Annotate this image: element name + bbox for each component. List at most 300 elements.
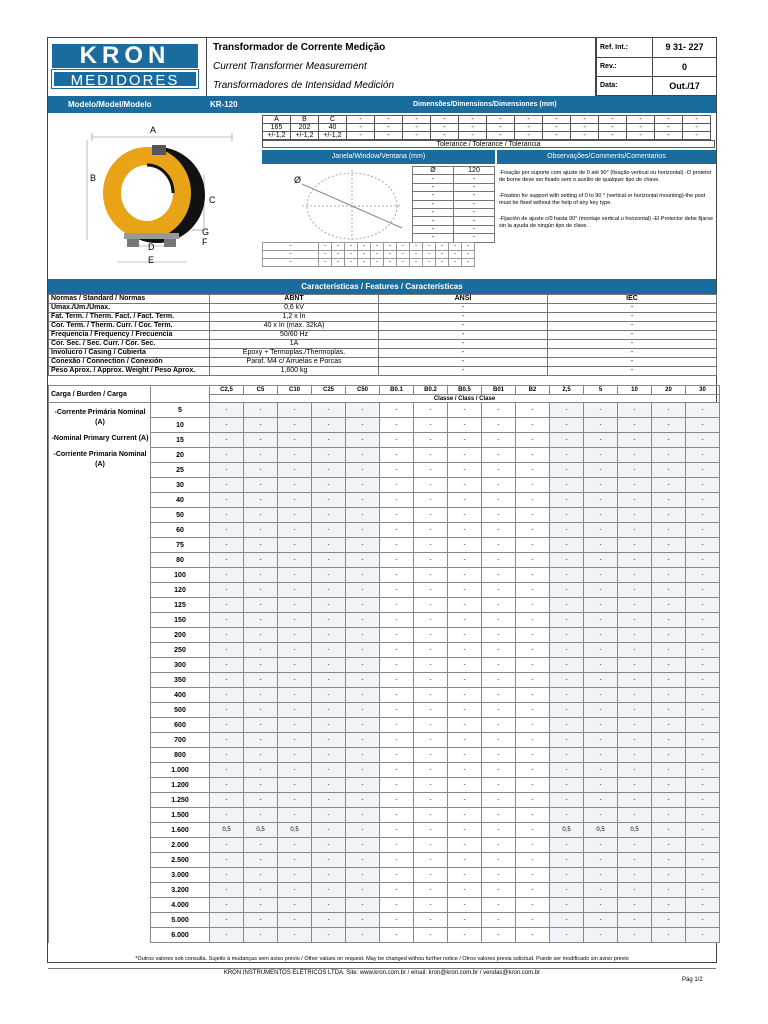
burden-cell: -	[380, 718, 414, 733]
burden-cell: -	[346, 823, 380, 838]
primary-es: -Corriente Primaria Nominal (A)	[53, 451, 147, 468]
feature-value: 1A	[210, 340, 379, 349]
window-table	[412, 166, 495, 243]
dim-headers-cell: -	[599, 116, 627, 124]
obs-es: -Fijación de ajuste c/0 hasta 90° (montaje vertical u horizontal) -El Protector debe fijarse sin la ayuda de ningún tipo de clave.	[499, 216, 714, 229]
feature-value: -	[548, 331, 717, 340]
burden-cell: -	[482, 748, 516, 763]
burden-cell: -	[380, 643, 414, 658]
burden-cell: -	[448, 553, 482, 568]
burden-cell: -	[448, 703, 482, 718]
burden-cell: -	[652, 613, 686, 628]
burden-cell: -	[278, 778, 312, 793]
burden-cell: -	[618, 493, 652, 508]
window-cell: -	[413, 225, 454, 233]
burden-cell: -	[414, 553, 448, 568]
burden-cell: 0,5	[278, 823, 312, 838]
burden-cell: -	[278, 688, 312, 703]
label-g: G	[202, 227, 210, 237]
burden-cell: -	[686, 808, 720, 823]
burden-cell: -	[618, 898, 652, 913]
burden-row	[49, 838, 720, 853]
label-e: E	[148, 255, 155, 265]
burden-row	[49, 568, 720, 583]
burden-cell: -	[414, 688, 448, 703]
burden-cell: -	[652, 928, 686, 943]
burden-cell: -	[516, 658, 550, 673]
burden-col-header: 5	[584, 386, 618, 395]
burden-col-header: B0.1	[380, 386, 414, 395]
burden-header-row	[49, 386, 720, 395]
window-extra-cell: -	[384, 259, 397, 267]
burden-cell: -	[414, 493, 448, 508]
burden-cell: -	[414, 733, 448, 748]
burden-cell: -	[618, 403, 652, 418]
burden-cell: -	[346, 538, 380, 553]
burden-cell: -	[210, 838, 244, 853]
feature-value: 1,600 kg	[210, 367, 379, 376]
burden-row	[49, 718, 720, 733]
burden-cell: -	[346, 628, 380, 643]
burden-cell: -	[686, 748, 720, 763]
burden-cell: -	[550, 733, 584, 748]
window-cell: -	[454, 217, 495, 225]
dim-values-cell: -	[347, 124, 375, 132]
burden-cell: -	[312, 538, 346, 553]
burden-cell: -	[584, 913, 618, 928]
burden-cell: -	[686, 898, 720, 913]
burden-cell: 0,5	[244, 823, 278, 838]
burden-cell: -	[448, 523, 482, 538]
burden-cell: -	[584, 553, 618, 568]
burden-cell: -	[448, 658, 482, 673]
burden-cell: -	[448, 583, 482, 598]
logo-top: KRON	[52, 44, 198, 68]
burden-cell: -	[448, 718, 482, 733]
primary-current: 5	[151, 403, 210, 418]
burden-cell: -	[312, 913, 346, 928]
burden-cell: -	[346, 808, 380, 823]
burden-cell: -	[652, 733, 686, 748]
burden-cell: -	[482, 778, 516, 793]
burden-cell: -	[686, 913, 720, 928]
burden-cell: -	[686, 673, 720, 688]
burden-cell: -	[312, 703, 346, 718]
window-extra-cell: -	[263, 259, 319, 267]
burden-cell: -	[244, 748, 278, 763]
burden-col-header: C5	[244, 386, 278, 395]
burden-cell: -	[346, 763, 380, 778]
burden-cell: -	[652, 448, 686, 463]
burden-cell: -	[346, 448, 380, 463]
burden-cell: -	[652, 898, 686, 913]
dim-tol-cell: -	[543, 132, 571, 140]
burden-cell: -	[414, 793, 448, 808]
feature-value: -	[379, 322, 548, 331]
window-extra-cell: -	[358, 259, 371, 267]
window-cell: -	[413, 208, 454, 216]
burden-cell: -	[618, 868, 652, 883]
burden-cell: -	[686, 688, 720, 703]
footer-note: *Outros valores sob consulta. Sujeito à mudanças sem aviso prévio / Other values on request. May be changed withou further notice / Otros valores previa solicitud. Puede ser modificado sin aviso previo	[135, 956, 629, 962]
burden-cell: -	[584, 493, 618, 508]
dim-tol-cell: +/-1,2	[263, 132, 291, 140]
burden-cell: -	[278, 538, 312, 553]
burden-cell: -	[210, 418, 244, 433]
burden-cell: -	[618, 553, 652, 568]
primary-current: 10	[151, 418, 210, 433]
feature-row	[49, 358, 717, 367]
window-row	[413, 234, 495, 242]
burden-cell: -	[516, 688, 550, 703]
burden-cell: -	[414, 883, 448, 898]
feature-value: ABNT	[210, 295, 379, 304]
burden-cell: -	[652, 868, 686, 883]
primary-current: 20	[151, 448, 210, 463]
burden-cell: -	[550, 568, 584, 583]
burden-cell: -	[584, 808, 618, 823]
window-cell: -	[454, 208, 495, 216]
feature-row	[49, 322, 717, 331]
burden-col-header: C50	[346, 386, 380, 395]
burden-cell: -	[278, 583, 312, 598]
burden-cell: -	[210, 718, 244, 733]
burden-cell: -	[278, 643, 312, 658]
burden-cell: -	[380, 793, 414, 808]
burden-cell: -	[380, 613, 414, 628]
burden-row	[49, 898, 720, 913]
burden-cell: -	[516, 463, 550, 478]
burden-cell: -	[686, 763, 720, 778]
window-extra-cell: -	[423, 259, 436, 267]
window-extra-cell: -	[384, 243, 397, 251]
burden-cell: -	[210, 553, 244, 568]
window-phi-label: Ø	[294, 175, 302, 185]
burden-cell: -	[380, 478, 414, 493]
burden-cell: -	[482, 688, 516, 703]
burden-cell: -	[550, 808, 584, 823]
burden-row	[49, 868, 720, 883]
feature-label: Normas / Standard / Normas	[49, 295, 210, 304]
dim-values-cell: -	[599, 124, 627, 132]
burden-cell: -	[414, 628, 448, 643]
burden-cell: -	[652, 718, 686, 733]
burden-cell: -	[618, 598, 652, 613]
burden-cell: -	[482, 553, 516, 568]
burden-cell: -	[652, 808, 686, 823]
burden-cell: -	[652, 643, 686, 658]
burden-cell: -	[618, 928, 652, 943]
feature-label: Conexão / Connection / Conexión	[49, 358, 210, 367]
burden-cell: -	[414, 658, 448, 673]
burden-cell: -	[482, 643, 516, 658]
window-extra-cell: -	[345, 243, 358, 251]
window-extra-cell: -	[371, 251, 384, 259]
burden-cell: -	[346, 598, 380, 613]
burden-cell: -	[550, 643, 584, 658]
burden-cell: -	[312, 628, 346, 643]
burden-cell: -	[584, 508, 618, 523]
burden-cell: -	[414, 478, 448, 493]
feature-label: Fat. Term. / Therm. Fact. / Fact. Term.	[49, 313, 210, 322]
burden-cell: -	[482, 583, 516, 598]
burden-left-blank	[49, 628, 151, 643]
feature-value: -	[379, 358, 548, 367]
primary-current: 250	[151, 643, 210, 658]
window-cell: -	[454, 192, 495, 200]
burden-cell: -	[652, 673, 686, 688]
burden-cell: -	[618, 733, 652, 748]
burden-cell: -	[448, 763, 482, 778]
feature-value: -	[379, 340, 548, 349]
burden-cell: -	[550, 688, 584, 703]
burden-cell: -	[448, 643, 482, 658]
burden-cell: 0,5	[584, 823, 618, 838]
burden-cell: -	[584, 703, 618, 718]
primary-current: 1.250	[151, 793, 210, 808]
dim-headers-cell: -	[515, 116, 543, 124]
feature-value: -	[548, 367, 717, 376]
burden-cell: -	[210, 898, 244, 913]
burden-cell: -	[584, 688, 618, 703]
burden-cell: -	[312, 868, 346, 883]
burden-row	[49, 538, 720, 553]
ref-block	[596, 38, 716, 96]
primary-current: 1.600	[151, 823, 210, 838]
burden-cell: -	[652, 583, 686, 598]
dims-label: Dimensões/Dimensions/Dimensiones (mm)	[413, 101, 557, 108]
window-extra-cell: -	[332, 259, 345, 267]
burden-cell: -	[686, 538, 720, 553]
features-table	[48, 294, 717, 376]
burden-cell: -	[380, 748, 414, 763]
feature-label: Frequencia / Frequency / Frecuencia	[49, 331, 210, 340]
burden-cell: -	[550, 628, 584, 643]
window-extra-cell: -	[397, 251, 410, 259]
burden-row	[49, 823, 720, 838]
burden-cell: -	[584, 898, 618, 913]
burden-cell: -	[652, 538, 686, 553]
burden-cell: -	[312, 928, 346, 943]
burden-cell: -	[244, 913, 278, 928]
burden-cell: -	[618, 658, 652, 673]
burden-cell: -	[516, 583, 550, 598]
dim-values-cell: 40	[319, 124, 347, 132]
burden-cell: -	[652, 823, 686, 838]
burden-row	[49, 853, 720, 868]
feature-row	[49, 295, 717, 304]
window-extra-cell: -	[332, 251, 345, 259]
window-extra-cell: -	[410, 243, 423, 251]
burden-left-blank	[49, 478, 151, 493]
window-extra-cell: -	[449, 259, 462, 267]
primary-current: 60	[151, 523, 210, 538]
ref-label: Ref. Int.:	[597, 38, 653, 57]
dim-values-cell: -	[655, 124, 683, 132]
feature-value: Epoxy + Termoplas./Thermoplas.	[210, 349, 379, 358]
feature-value: 0,6 kV	[210, 304, 379, 313]
burden-cell: -	[380, 853, 414, 868]
burden-cell: -	[482, 823, 516, 838]
burden-cell: -	[550, 928, 584, 943]
window-row	[413, 192, 495, 200]
burden-cell: -	[244, 763, 278, 778]
burden-cell: -	[448, 778, 482, 793]
burden-cell: -	[346, 643, 380, 658]
burden-cell: -	[516, 883, 550, 898]
obs-text	[499, 170, 715, 239]
burden-left-blank	[49, 688, 151, 703]
window-extra-cell: -	[397, 259, 410, 267]
burden-cell: -	[448, 733, 482, 748]
burden-cell: -	[550, 508, 584, 523]
burden-cell: -	[482, 523, 516, 538]
burden-left-blank	[49, 553, 151, 568]
burden-cell: -	[482, 853, 516, 868]
burden-cell: -	[244, 613, 278, 628]
burden-cell: -	[686, 568, 720, 583]
burden-cell: -	[686, 613, 720, 628]
kron-logo	[52, 42, 198, 89]
burden-cell: -	[414, 448, 448, 463]
burden-row	[49, 643, 720, 658]
burden-cell: -	[482, 478, 516, 493]
window-extra-rows	[262, 242, 475, 267]
burden-cell: -	[380, 808, 414, 823]
burden-cell: -	[244, 718, 278, 733]
burden-cell: -	[346, 433, 380, 448]
burden-cell: -	[278, 913, 312, 928]
burden-left-blank	[49, 853, 151, 868]
burden-row	[49, 493, 720, 508]
dim-headers-cell: A	[263, 116, 291, 124]
burden-cell: -	[380, 598, 414, 613]
burden-cell: -	[380, 673, 414, 688]
primary-current: 75	[151, 538, 210, 553]
dim-headers-cell: -	[543, 116, 571, 124]
burden-cell: -	[278, 793, 312, 808]
burden-cell: -	[278, 748, 312, 763]
burden-cell: -	[380, 568, 414, 583]
phi-cell: Ø	[413, 167, 454, 175]
obs-en: -Fixation for support with setting of 0 to 90 ° (vertical or horizontal mounting)-the post must be fixed without the help of any key type.	[499, 193, 706, 206]
dim-tol-cell: -	[599, 132, 627, 140]
burden-cell: -	[414, 778, 448, 793]
burden-col-header: B0.5	[448, 386, 482, 395]
burden-blank	[151, 386, 210, 403]
burden-cell: -	[618, 808, 652, 823]
burden-cell: -	[618, 643, 652, 658]
label-b: B	[90, 173, 97, 183]
burden-cell: -	[686, 463, 720, 478]
burden-cell: -	[550, 418, 584, 433]
burden-cell: -	[278, 403, 312, 418]
burden-cell: -	[210, 673, 244, 688]
primary-current: 700	[151, 733, 210, 748]
burden-cell: -	[244, 478, 278, 493]
dim-tol-cell: +/-1,2	[319, 132, 347, 140]
burden-left-blank	[49, 508, 151, 523]
burden-cell: -	[210, 583, 244, 598]
label-f: F	[202, 237, 208, 247]
footer-company: KRON INSTRUMENTOS ELÉTRICOS LTDA. Site: www.kron.com.br / email: kron@kron.com.br / vendas@kron.com.br	[48, 968, 716, 976]
primary-current: 500	[151, 703, 210, 718]
burden-cell: -	[312, 898, 346, 913]
burden-cell: -	[652, 763, 686, 778]
dim-tol-cell: -	[375, 132, 403, 140]
burden-cell: -	[516, 853, 550, 868]
title-es: Transformadores de Intensidad Medición	[213, 80, 395, 91]
burden-cell: -	[516, 478, 550, 493]
burden-cell: -	[244, 448, 278, 463]
burden-cell: -	[550, 913, 584, 928]
burden-cell: -	[482, 433, 516, 448]
window-row	[413, 225, 495, 233]
burden-cell: -	[550, 898, 584, 913]
window-extra-cell: -	[263, 251, 319, 259]
burden-cell: -	[584, 463, 618, 478]
burden-cell: -	[516, 433, 550, 448]
feature-value: -	[548, 349, 717, 358]
primary-current: 30	[151, 478, 210, 493]
burden-cell: -	[686, 598, 720, 613]
dim-values-cell: -	[403, 124, 431, 132]
burden-cell: -	[346, 478, 380, 493]
burden-cell: -	[550, 403, 584, 418]
burden-cell: -	[346, 613, 380, 628]
burden-row	[49, 703, 720, 718]
burden-cell: -	[584, 778, 618, 793]
burden-cell: -	[516, 403, 550, 418]
dim-values-cell: -	[431, 124, 459, 132]
burden-cell: -	[312, 763, 346, 778]
burden-cell: -	[346, 703, 380, 718]
burden-cell: -	[346, 523, 380, 538]
burden-cell: -	[414, 463, 448, 478]
burden-cell: -	[448, 853, 482, 868]
burden-cell: -	[414, 613, 448, 628]
burden-cell: -	[686, 493, 720, 508]
window-extra-cell: -	[319, 251, 332, 259]
feature-label: Cor. Sec. / Sec. Curr. / Cor. Sec.	[49, 340, 210, 349]
burden-cell: -	[414, 673, 448, 688]
primary-en: -Nominal Primary Current (A)	[51, 435, 149, 442]
burden-cell: -	[516, 733, 550, 748]
burden-cell: -	[618, 748, 652, 763]
primary-current: 3.000	[151, 868, 210, 883]
window-row	[413, 208, 495, 216]
burden-cell: -	[584, 613, 618, 628]
burden-cell: -	[516, 568, 550, 583]
burden-cell: -	[448, 748, 482, 763]
primary-current: 120	[151, 583, 210, 598]
burden-cell: -	[312, 418, 346, 433]
feature-row	[49, 367, 717, 376]
model-value: KR-120	[210, 100, 238, 109]
burden-row	[49, 628, 720, 643]
burden-cell: -	[414, 763, 448, 778]
burden-cell: -	[584, 673, 618, 688]
burden-cell: -	[584, 733, 618, 748]
burden-cell: -	[618, 583, 652, 598]
burden-cell: -	[346, 883, 380, 898]
burden-cell: -	[618, 418, 652, 433]
burden-cell: -	[244, 703, 278, 718]
burden-cell: -	[278, 478, 312, 493]
burden-cell: -	[244, 538, 278, 553]
primary-current: 4.000	[151, 898, 210, 913]
burden-cell: -	[244, 418, 278, 433]
